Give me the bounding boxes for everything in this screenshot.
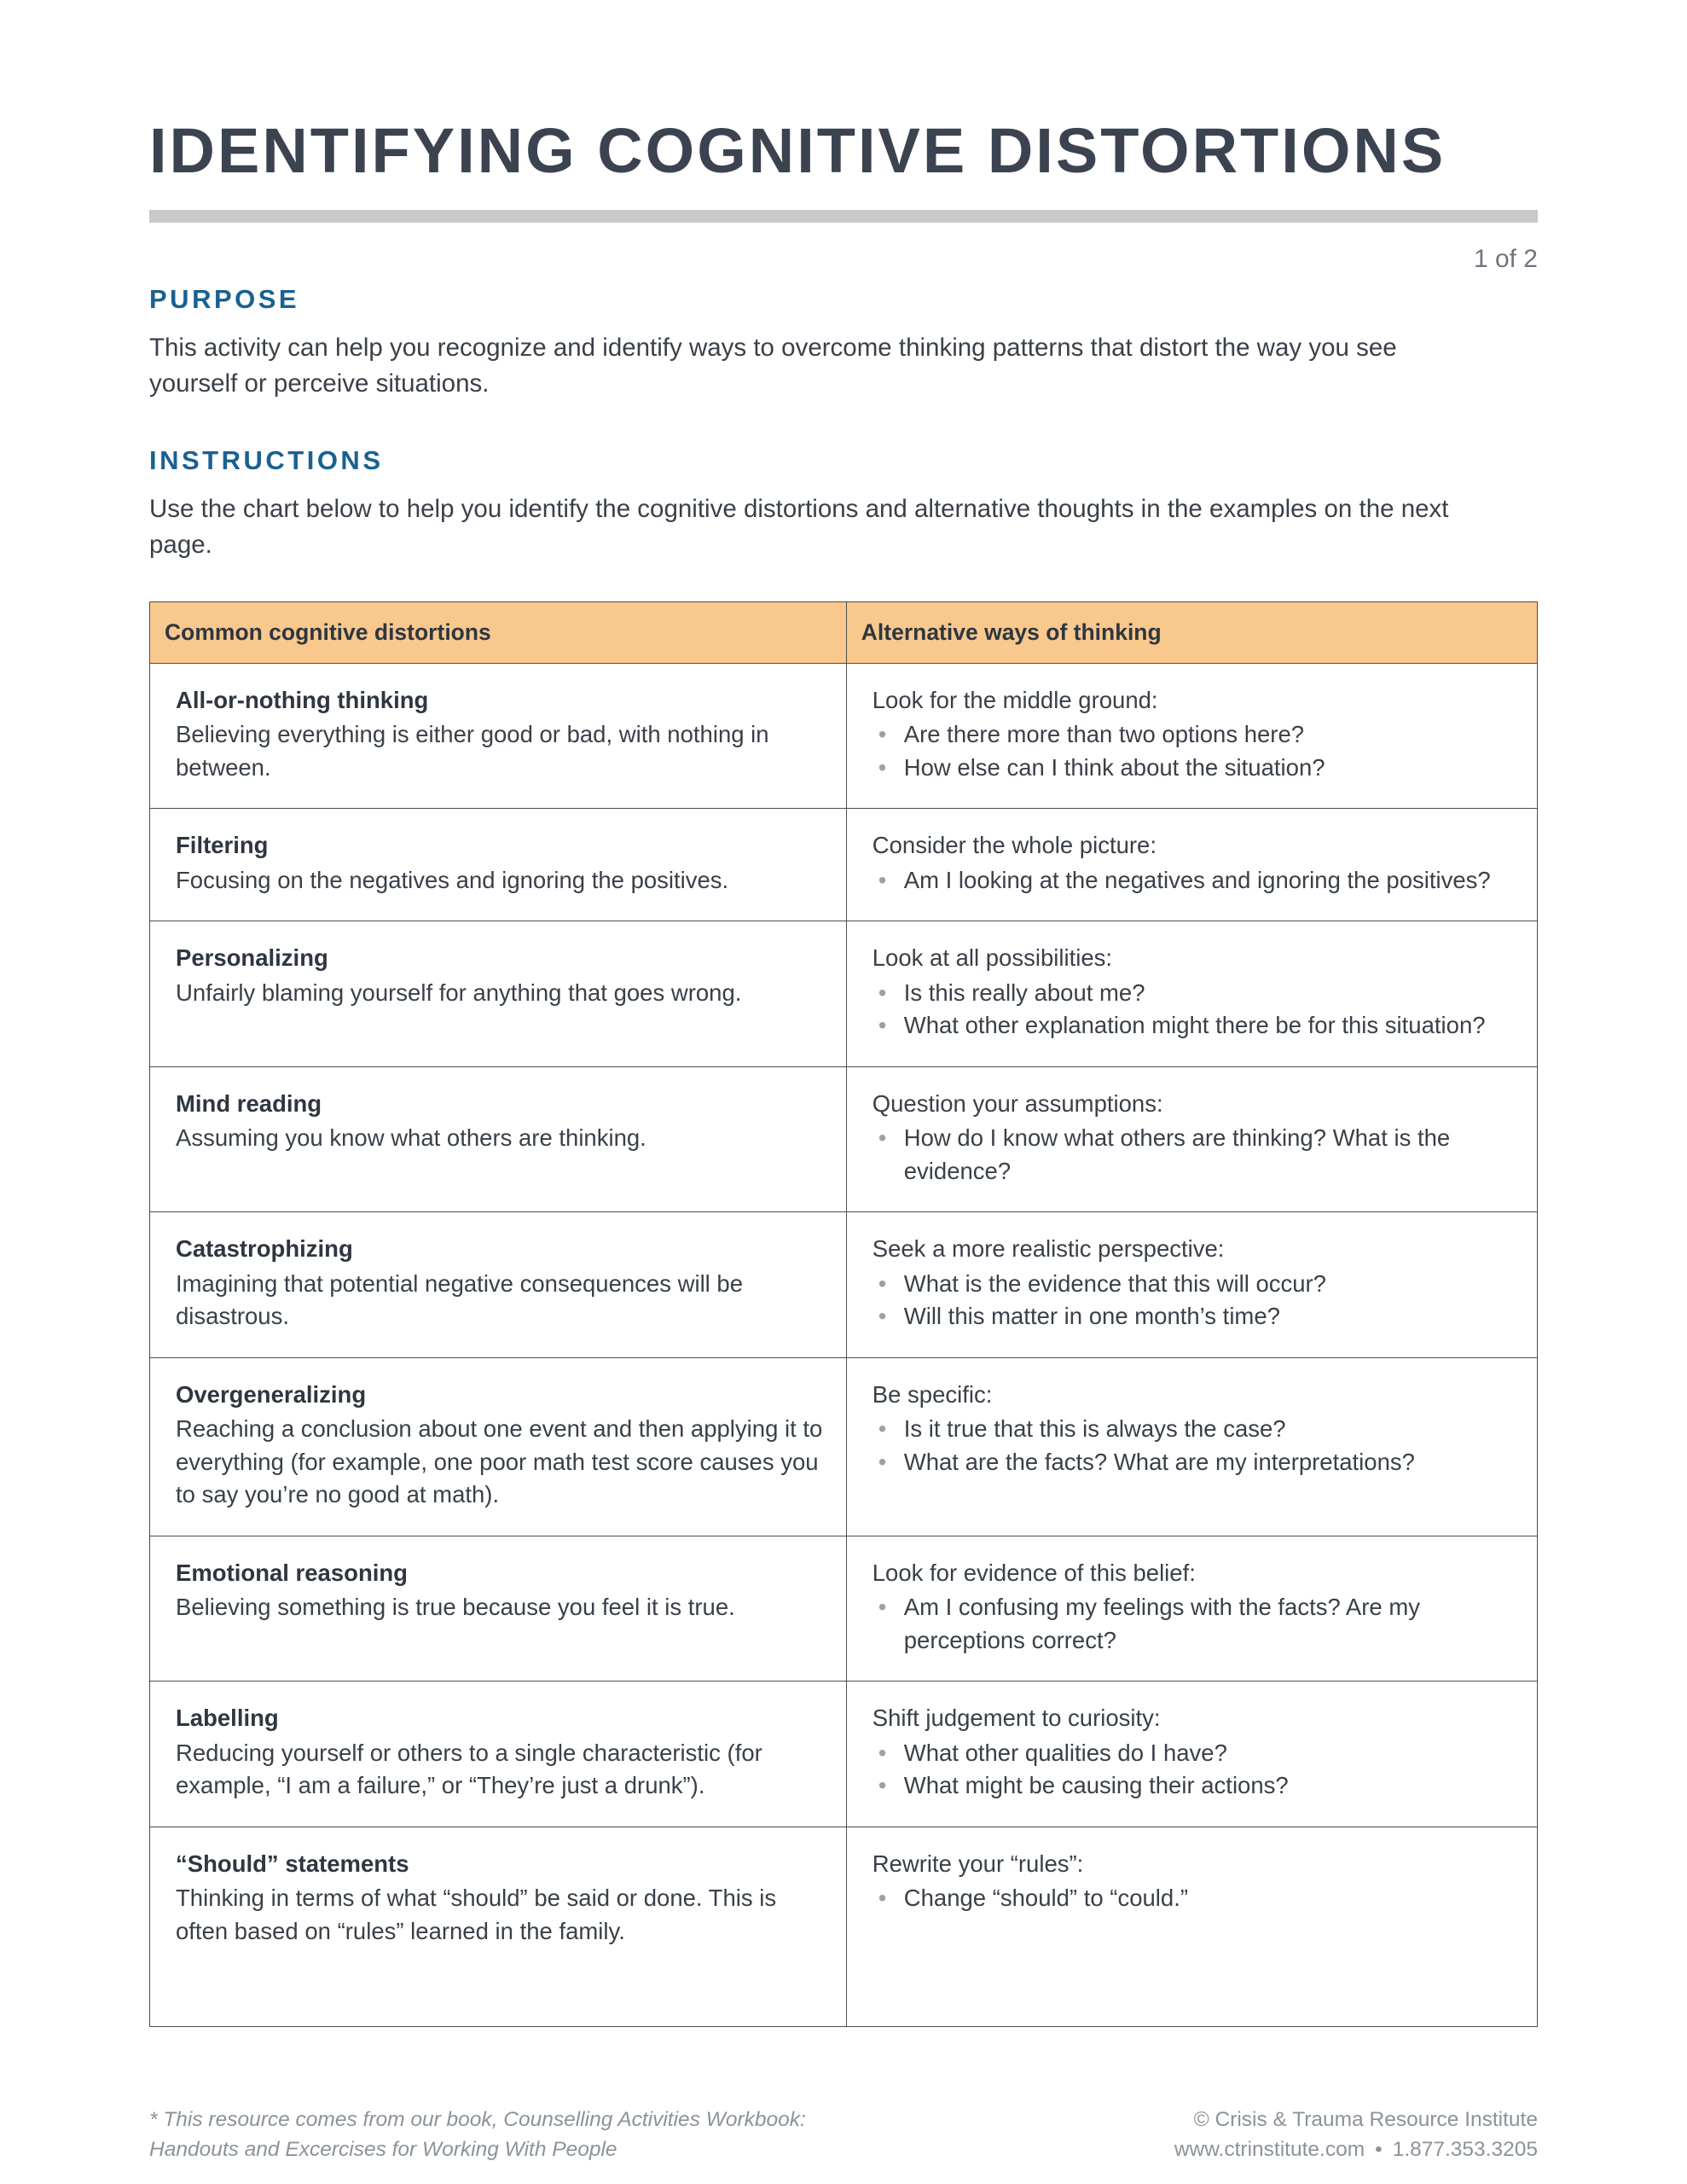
alternative-lead: Consider the whole picture: [872,832,1157,859]
footer-dot-separator: • [1375,2138,1383,2162]
distortion-cell [150,1536,847,1682]
alternative-bullet: • What other qualities do I have? [872,1737,1515,1770]
distortion-description: Assuming you know what others are thinking. [176,1124,646,1152]
distortions-table [149,601,1538,2028]
alternative-cell [846,1212,1537,1358]
alternative-cell [846,1357,1537,1536]
alternative-cell [846,921,1537,1067]
table-header-row [150,601,1538,663]
title-rule [149,210,1538,223]
distortion-term: Mind reading [176,1089,322,1117]
table-header [150,601,1538,663]
column-header-alternatives: Alternative ways of thinking [846,601,1537,663]
distortion-cell [150,1357,847,1536]
distortion-description: Unfairly blaming yourself for anything that goes wrong. [176,979,742,1006]
footer-source-note [149,2106,806,2165]
alternative-bullet: • What are the facts? What are my interpretations? [872,1446,1515,1479]
alternative-bullet: • Are there more than two options here? [872,718,1515,752]
table-row [150,1066,1538,1212]
table-row [150,663,1538,809]
distortion-cell [150,809,847,921]
distortion-term: Personalizing [176,944,328,972]
alternative-bullet: • What other explanation might there be for this situation? [872,1009,1515,1043]
footer-book-title-line2: Handouts and Excercises for Working With People [149,2138,617,2162]
distortion-cell [150,1066,847,1212]
alternative-cell [846,1827,1537,2027]
alternative-bullet-list [872,1268,1515,1333]
alternative-lead: Look for evidence of this belief: [872,1559,1196,1586]
document-footer [149,2059,1538,2165]
table-row [150,809,1538,921]
distortion-description: Believing everything is either good or bad, with nothing in between. [176,721,769,781]
alternative-cell [846,663,1537,809]
table-row [150,1536,1538,1682]
alternative-bullet-list [872,1122,1515,1188]
purpose-body: This activity can help you recognize and identify ways to overcome thinking patterns that distort the way you see yourself or perceive situations. [149,333,1397,398]
distortion-description: Focusing on the negatives and ignoring the positives. [176,866,729,893]
instructions-body: Use the chart below to help you identify the cognitive distortions and alternative thoughts in the examples on the next page. [149,494,1449,560]
table-row [150,1827,1538,2027]
distortion-description: Reducing yourself or others to a single characteristic (for example, “I am a failure,” or “They’re just a drunk”). [176,1739,762,1799]
alternative-bullet: • Is it true that this is always the case? [872,1413,1515,1446]
distortion-cell [150,921,847,1067]
distortion-description: Reaching a conclusion about one event and then applying it to everything (for example, one poor math test score causes you to say you’re no good at math). [176,1415,823,1508]
alternative-bullet-list [872,864,1515,897]
alternative-bullet-list [872,1882,1515,1915]
instructions-heading: INSTRUCTIONS [149,444,384,475]
table-row [150,921,1538,1067]
table-body [150,663,1538,2027]
distortion-term: Overgeneralizing [176,1380,367,1408]
column-header-distortions: Common cognitive distortions [150,601,847,663]
distortion-term: Labelling [176,1705,279,1732]
alternative-bullet-list [872,977,1515,1043]
footer-copyright: © Crisis & Trauma Resource Institute [1193,2108,1538,2132]
distortion-term: Filtering [176,832,269,859]
alternative-lead: Look for the middle ground: [872,686,1158,713]
footer-website: www.ctrinstitute.com [1174,2138,1365,2162]
alternative-bullet: • What is the evidence that this will occur? [872,1268,1515,1301]
alternative-lead: Seek a more realistic perspective: [872,1235,1225,1263]
alternative-bullet-list [872,1591,1515,1657]
alternative-cell [846,809,1537,921]
alternative-lead: Look at all possibilities: [872,944,1113,972]
distortion-term: “Should” statements [176,1850,409,1877]
alternative-bullet: • Am I confusing my feelings with the facts? Are my perceptions correct? [872,1591,1515,1657]
footer-publisher [1174,2106,1538,2165]
alternative-bullet: • Will this matter in one month’s time? [872,1300,1515,1333]
alternative-bullet: • How do I know what others are thinking? What is the evidence? [872,1122,1515,1188]
alternative-bullet-list [872,718,1515,784]
page-title: IDENTIFYING COGNITIVE DISTORTIONS [149,115,1446,186]
distortion-term: Catastrophizing [176,1235,353,1263]
distortion-cell [150,663,847,809]
distortion-cell [150,1827,847,2027]
alternative-bullet: • Change “should” to “could.” [872,1882,1515,1915]
distortion-term: All-or-nothing thinking [176,686,429,713]
purpose-heading: PURPOSE [149,283,300,314]
alternative-bullet-list [872,1413,1515,1478]
distortion-description: Imagining that potential negative consequences will be disastrous. [176,1269,744,1330]
distortion-description: Believing something is true because you feel it is true. [176,1594,735,1621]
footer-phone: 1.877.353.3205 [1392,2138,1538,2162]
alternative-bullet: • Is this really about me? [872,977,1515,1010]
alternative-cell [846,1536,1537,1682]
distortion-cell [150,1682,847,1827]
alternative-cell [846,1066,1537,1212]
alternative-bullet: • How else can I think about the situation? [872,752,1515,785]
alternative-lead: Be specific: [872,1380,993,1408]
distortion-term: Emotional reasoning [176,1559,408,1586]
table-row [150,1212,1538,1358]
page-indicator: 1 of 2 [1473,244,1538,273]
table-row [150,1357,1538,1536]
alternative-bullet: • Am I looking at the negatives and ignoring the positives? [872,864,1515,897]
alternative-lead: Shift judgement to curiosity: [872,1705,1161,1732]
alternative-bullet: • What might be causing their actions? [872,1769,1515,1803]
distortion-description: Thinking in terms of what “should” be said or done. This is often based on “rules” learned in the family. [176,1885,777,1944]
footer-source-prefix: * This resource comes from our book, [149,2108,504,2132]
alternative-lead: Question your assumptions: [872,1089,1163,1117]
alternative-bullet-list [872,1737,1515,1803]
footer-book-title-line1: Counselling Activities Workbook: [503,2108,806,2132]
alternative-cell [846,1682,1537,1827]
table-row [150,1682,1538,1827]
footer-source-line1 [149,2106,806,2135]
footer-contact-line [1174,2135,1538,2165]
alternative-lead: Rewrite your “rules”: [872,1850,1084,1877]
distortion-cell [150,1212,847,1358]
